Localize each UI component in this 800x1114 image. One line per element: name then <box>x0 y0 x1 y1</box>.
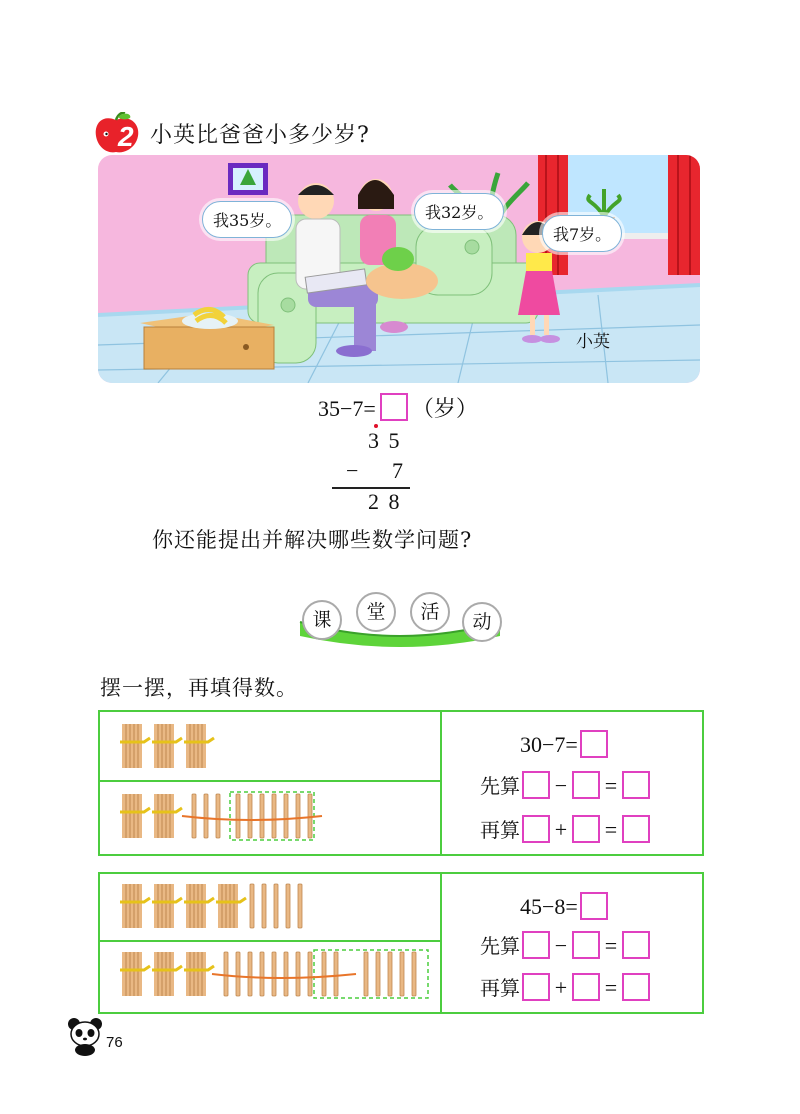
table2-equation-text: 45−8= <box>520 894 578 919</box>
table2-step2-eq: = <box>604 975 618 1000</box>
vertical-top-number: 3 5 <box>368 428 402 453</box>
family-scene-illustration <box>98 155 700 383</box>
girl-name-label: 小英 <box>576 332 610 352</box>
follow-up-question: 你还能提出并解决哪些数学问题? <box>152 528 473 552</box>
table1-step2-box-a[interactable] <box>522 815 550 843</box>
table2-step2-box-c[interactable] <box>622 973 650 1001</box>
table1-step1-eq: = <box>604 773 618 798</box>
activity-table-2 <box>98 872 704 1014</box>
table2-step1-box-b[interactable] <box>572 931 600 959</box>
table1-step2-label: 再算 <box>480 818 520 842</box>
table2-answer-box[interactable] <box>580 892 608 920</box>
vertical-operator: − <box>346 458 359 483</box>
problem-question: 小英比爸爸小多少岁? <box>150 123 370 148</box>
table2-step1-op: − <box>554 933 568 958</box>
banner-char-2: 堂 <box>356 592 396 632</box>
table2-step1 <box>480 930 652 959</box>
problem-number-badge <box>92 112 140 156</box>
banner-char-4: 动 <box>462 602 502 642</box>
table2-step1-box-a[interactable] <box>522 931 550 959</box>
table2-step2-op: + <box>554 975 568 1000</box>
classroom-activity-banner <box>296 592 504 652</box>
page-number: 76 <box>106 1034 123 1051</box>
table2-step1-eq: = <box>604 933 618 958</box>
panda-icon <box>66 1016 104 1056</box>
answer-box[interactable] <box>380 393 408 421</box>
table2-step2-box-a[interactable] <box>522 973 550 1001</box>
table1-step1-op: − <box>554 773 568 798</box>
table1-step1-label: 先算 <box>480 774 520 798</box>
table1-equation-text: 30−7= <box>520 732 578 757</box>
sticks-illustration-1 <box>100 712 440 854</box>
problem-number: 2 <box>118 121 134 152</box>
equation-unit: （岁） <box>411 396 478 421</box>
table1-step2-op: + <box>554 817 568 842</box>
vertical-subtrahend: 7 <box>392 458 403 483</box>
table1-step1-box-c[interactable] <box>622 771 650 799</box>
table1-step2-box-c[interactable] <box>622 815 650 843</box>
table1-step2-eq: = <box>604 817 618 842</box>
sticks-illustration-2 <box>100 874 440 1012</box>
table2-step2 <box>480 972 652 1001</box>
table2-step1-label: 先算 <box>480 934 520 958</box>
vertical-result: 2 8 <box>368 489 402 514</box>
activity-table-1 <box>98 710 704 856</box>
table1-step2-box-b[interactable] <box>572 815 600 843</box>
table1-step1-box-a[interactable] <box>522 771 550 799</box>
table1-answer-box[interactable] <box>580 730 608 758</box>
table1-step1-box-b[interactable] <box>572 771 600 799</box>
table2-step2-label: 再算 <box>480 976 520 1000</box>
table2-step2-box-b[interactable] <box>572 973 600 1001</box>
table1-equation <box>520 730 610 758</box>
activity-instruction: 摆一摆，再填得数。 <box>100 676 298 700</box>
dad-speech-bubble: 我35岁。 <box>202 201 292 238</box>
table1-step2 <box>480 814 652 843</box>
banner-char-1: 课 <box>302 600 342 640</box>
mom-speech-bubble: 我32岁。 <box>414 193 504 230</box>
table2-equation <box>520 892 610 920</box>
equation-text: 35−7= <box>318 396 376 421</box>
subtraction-equation <box>318 392 478 423</box>
table2-step1-box-c[interactable] <box>622 931 650 959</box>
table1-step1 <box>480 770 652 799</box>
banner-char-3: 活 <box>410 592 450 632</box>
girl-speech-bubble: 我7岁。 <box>542 215 622 252</box>
